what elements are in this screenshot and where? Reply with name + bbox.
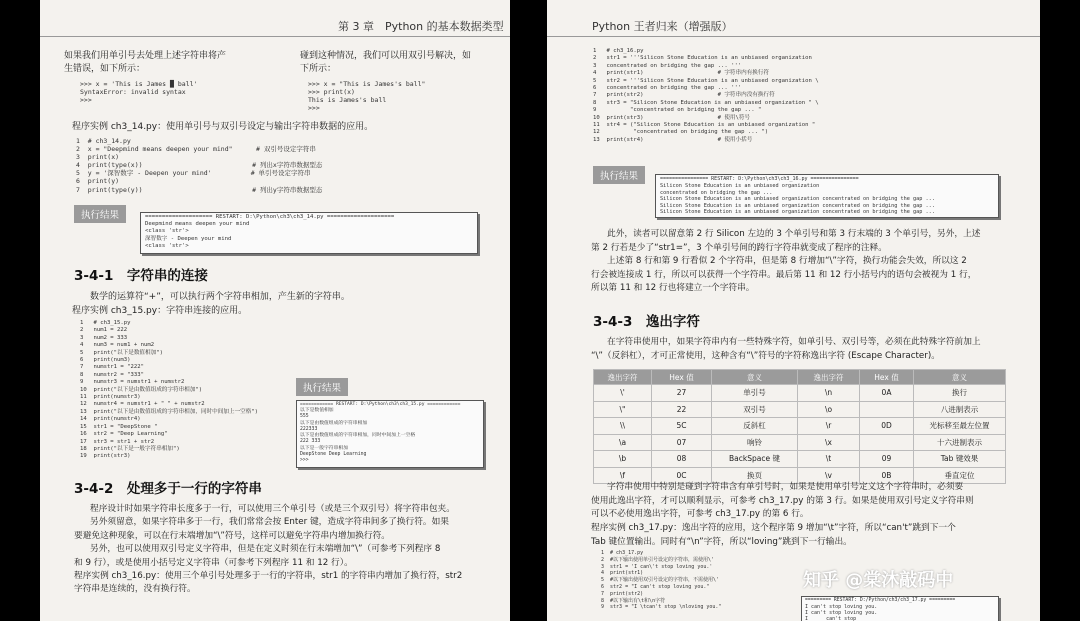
table-header-cell: 逸出字符 [798, 370, 860, 385]
table-cell: 垂直定位 [914, 467, 1006, 484]
table-cell: BackSpace 键 [712, 451, 798, 468]
ex17-output-box [801, 596, 999, 621]
ex14-title: 程序实例 ch3_14.py：使用单引号与双引号设定与输出字符串数据的应用。 [72, 122, 374, 132]
section-3-4-3-text: 在字符串使用中，如果字符串内有一些特殊字符，如单引号、双引号等，必须在此特殊字符前加上 “\”（反斜杠），才可正常使用，这种含有“\”符号的字符称逸出字符 (Escape Character)。 [591, 337, 981, 361]
ex17-code: 1 # ch3_17.py 2 #以下输出使用单引号设定的字符串，需使用\' 3 str1 = 'I can\'t stop loving you.' 4 print(str1) 5 #以下输出使用双引号设定的字符串，不需使用\' 6 str2 = "I can't stop loving you." 7 print(str2) 8 #以下输出有\t和\n字符 9 str3 = "I \tcan't stop \nloving you." [601, 550, 722, 611]
table-cell: 反斜杠 [712, 418, 798, 435]
para-1: 此外，读者可以留意第 2 行 Silicon 左边的 3 个单引号和第 3 行末端的 3 个单引号，另外，上述 第 2 行若是少了“str1=”，3 个单引号间的跨行字符串就变成了程序的注释。 上述第 8 行和第 9 行看似 2 个字符串，但是第 8 行增加“\”字符，换行功能会失效，所以这 2 行会被连接成 1 行，所以可以获得一个字符串。最后第 11 和 12 行小括号内的语句会被视为 1 行， 所以第 11 和 12 行也将建立一个字符串。 [591, 229, 981, 294]
table-header-cell: 逸出字符 [594, 370, 652, 385]
para-2: 字符串使用中特别是碰到字符串含有单引号时，如果是使用单引号定义这个字符串时，必须要 使用此逸出字符，才可以顺利显示，可参考 ch3_17.py 的第 3 行。如果是使用双引号定义字符串则 可以不必使用逸出字符，可参考 ch3_17.py 的第 6 行。 [591, 482, 974, 520]
table-cell: \v [798, 467, 860, 484]
table-cell: \t [798, 451, 860, 468]
table-header-row [594, 370, 1006, 385]
intro-right-text: 碰到这种情况，我们可以用双引号解决，如 下所示： [300, 51, 472, 74]
escape-char-table [593, 369, 1006, 484]
zhihu-watermark: 知乎 @棠沐敲码中 [803, 570, 954, 591]
table-cell: \n [798, 385, 860, 402]
table-cell: \r [798, 418, 860, 435]
ex14-restart-line: ==================== RESTART: D:\Python\ch3\ch3_14.py ==================== [145, 214, 395, 220]
table-cell: \\ [594, 418, 652, 435]
table-cell: 双引号 [712, 401, 798, 418]
table-row [594, 451, 1006, 468]
table-cell: \x [798, 434, 860, 451]
ex16-restart-line: ================ RESTART: D:\Python\ch3\ch3_16.py ================ [660, 176, 859, 182]
table-cell: Tab 键效果 [914, 451, 1006, 468]
right-page-header: Python 王者归来（增强版） [592, 20, 733, 33]
table-row [594, 385, 1006, 402]
escape-table [593, 369, 1006, 484]
exec-result-badge-2: 执行结果 [296, 378, 348, 396]
intro-left-code: >>> x = 'This is James █ ball' SyntaxError: invalid syntax >>> [80, 80, 198, 105]
table-cell: \a [594, 434, 652, 451]
table-cell: 光标移至最左位置 [914, 418, 1006, 435]
ex15-restart-line: ============ RESTART: D:\Python\ch3\ch3_15.py ============ [300, 402, 461, 407]
table-cell: 十六进制表示 [914, 434, 1006, 451]
table-cell: 0C [652, 467, 712, 484]
section-3-4-2-title: 3-4-2 处理多于一行的字符串 [74, 481, 262, 497]
section-3-4-1-title: 3-4-1 字符串的连接 [74, 268, 208, 284]
table-cell: 27 [652, 385, 712, 402]
ex17-title: 程序实例 ch3_17.py：逸出字符的应用，这个程序第 9 增加“\t”字符，所以“can't”跳到下一个 Tab 键位置输出。同时有“\n”字符，所以“loving”跳到下一行输出。 [591, 523, 956, 547]
right-page [547, 0, 1040, 621]
table-cell: 0D [860, 418, 914, 435]
exec-result-badge: 执行结果 [74, 205, 126, 223]
section-3-4-2-text: 程序设计时如果字符串长度多于一行，可以使用三个单引号（或是三个双引号）将字符串包夹。 另外须留意，如果字符串多于一行，我们常常会按 Enter 键，造成字符串间多了换行符。如果 要避免这种现象，可以在行末端增加“\”符号，这样可以避免字符串内增加换行符。 另外，也可以使用双引号定义字符串，但是在定义时须在行末端增加“\”（可参考下列程序 8 和 9 行），或是使用小括号定义字符串（可参考下列程序 11 和 12 行）。 程序实例 ch3_16.py：使用三个单引号处理多于一行的字符串，str1 的字符串内增加了换行符，str2 字符串是连续的，没有换行符。 [74, 504, 463, 595]
left-page-header: 第 3 章 Python 的基本数据类型 [338, 20, 504, 33]
table-cell: 单引号 [712, 385, 798, 402]
header-rule [547, 36, 1040, 37]
ex17-output: I can't stop loving you. I can't stop loving you. I can't stop [805, 604, 878, 621]
table-row [594, 418, 1006, 435]
ex15-output: 以下是数值相加 555 以下是由数值组成的字符串相加 222333 以下是由数值组成的字符串相加，同时中间加上一空格 222 333 以下是一般字符串相加 DeepStone Deep Learning >>> [300, 408, 416, 464]
table-cell: 5C [652, 418, 712, 435]
ex16-output-box [655, 174, 999, 218]
ex15-output-box [296, 400, 484, 468]
ex14-output: Deepmind means deepen your mind <class 'str'> 深智数字 - Deepen your mind <class 'str'> [145, 221, 250, 250]
section-3-4-3-title: 3-4-3 逸出字符 [593, 314, 700, 330]
intro-right-code: >>> x = "This is James's ball" >>> print(x) This is James's ball >>> [308, 80, 426, 113]
table-header-cell: 意义 [712, 370, 798, 385]
table-cell: \b [594, 451, 652, 468]
ex15-code: 1 # ch3_15.py 2 num1 = 222 3 num2 = 333 4 num3 = num1 + num2 5 print("以下是数值相加") 6 print(num3) 7 numstr1 = "222" 8 numstr2 = "333" 9 numstr3 = numstr1 + numstr2 10 print("以下是由数值组成的字符串相加") 11 print(numstr3) 12 numstr4 = numstr1 + " " + numstr2 13 print("以下是由数值组成的字符串相加，同时中间加上一空格") 14 print(numstr4) 15 str1 = "DeepStone " 16 str2 = "Deep Learning" 17 str3 = str1 + str2 18 print("以下是一般字符串相加") 19 print(str3) [80, 320, 259, 460]
table-cell: 09 [860, 451, 914, 468]
ex14-code: 1 # ch3_14.py 2 x = "Deepmind means deepen your mind" # 双引号设定字符串 3 print(x) 4 print(type(x)) # 列出x字符串数据型态 5 y = '深智数字 - Deepen your mind' # 单引号设定字符串 6 print(y) 7 print(type(y)) # 列出y字符串数据型态 [76, 137, 323, 194]
table-cell: \f [594, 467, 652, 484]
ex16-code: 1 # ch3_16.py 2 str1 = '''Silicon Stone Education is an unbiased organization 3 concentrated on bridging the gap ... ''' 4 print(str1) # 字符串内有换行符 5 str2 = '''Silicon Stone Education is an unbiased organization \ 6 concentrated on bridging the gap ... ''' 7 print(str2) # 字符串内没有换行符 8 str3 = "Silicon Stone Education is an unbiased organization " \ 9 "concentrated on bridging the gap ... " 10 print(str3) # 使用\符号 11 str4 = ("Silicon Stone Education is an unbiased organization " 12 "concentrated on bridging the gap ... ") 13 print(str4) # 使用小括号 [593, 48, 819, 143]
table-header-cell: 意义 [914, 370, 1006, 385]
section-3-4-1-text: 数学的运算符“+”，可以执行两个字符串相加，产生新的字符串。 [90, 292, 350, 302]
table-cell: 0A [860, 385, 914, 402]
exec-result-badge-3: 执行结果 [593, 166, 645, 184]
table-cell: 换行 [914, 385, 1006, 402]
table-cell: 响铃 [712, 434, 798, 451]
table-cell: 0B [860, 467, 914, 484]
table-cell [860, 434, 914, 451]
header-rule [40, 36, 510, 37]
table-cell: 08 [652, 451, 712, 468]
table-cell: 22 [652, 401, 712, 418]
left-page [40, 0, 510, 621]
table-header-cell: Hex 值 [652, 370, 712, 385]
table-cell: 八进制表示 [914, 401, 1006, 418]
table-cell: 07 [652, 434, 712, 451]
ex14-output-box [140, 212, 478, 254]
table-cell [860, 401, 914, 418]
table-row [594, 434, 1006, 451]
ex15-title: 程序实例 ch3_15.py：字符串连接的应用。 [72, 306, 248, 316]
table-cell: \" [594, 401, 652, 418]
intro-left-text: 如果我们用单引号去处理上述字符串将产 生错误，如下所示： [64, 51, 227, 74]
table-row [594, 401, 1006, 418]
table-cell: 换页 [712, 467, 798, 484]
table-cell: \' [594, 385, 652, 402]
ex17-restart-line: ========= RESTART: D:/Python/ch3/ch3_17.py ========= [805, 598, 956, 603]
table-header-cell: Hex 值 [860, 370, 914, 385]
ex16-output: Silicon Stone Education is an unbiased organization concentrated on bridging the gap ... Silicon Stone Education is an unbiased organization concentrated on bridging the gap ... Silicon Stone Education is an unbiased organization concentrated on bridging the gap ... Silicon Stone Education is an unbiased organization concentrated on bridging the gap ... [660, 183, 935, 216]
table-cell: \o [798, 401, 860, 418]
